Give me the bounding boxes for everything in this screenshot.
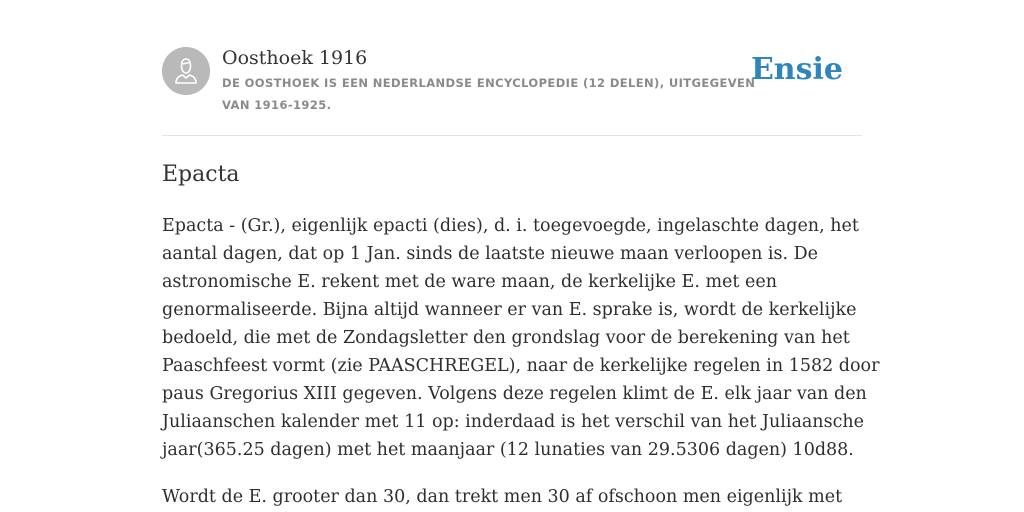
source-header — [162, 46, 862, 116]
source-title[interactable]: Oosthoek 1916 — [222, 47, 368, 69]
paragraph-line: Paaschfeest vormt (zie PAASCHREGEL), naar de kerkelijke regelen in 1582 door — [162, 356, 880, 376]
paragraph-line: aantal dagen, dat op 1 Jan. sinds de laatste nieuwe maan verloopen is. De — [162, 244, 819, 264]
paragraph-line: astronomische E. rekent met de ware maan, de kerkelijke E. met een — [162, 272, 777, 292]
user-silhouette-icon[interactable] — [162, 47, 210, 95]
paragraph-line: Juliaanschen kalender met 11 op: inderdaad is het verschil van het Juliaansche — [162, 412, 864, 432]
paragraph-line: bedoeld, die met de Zondagsletter den grondslag voor de berekening van het — [162, 328, 850, 348]
paragraph-line: jaar(365.25 dagen) met het maanjaar (12 lunaties van 29.5306 dagen) 10d88. — [162, 440, 854, 460]
paragraph-line: Wordt de E. grooter dan 30, dan trekt men 30 af ofschoon men eigenlijk met — [162, 487, 843, 507]
source-description-line: DE OOSTHOEK IS EEN NEDERLANDSE ENCYCLOPEDIE (12 DELEN), UITGEGEVEN — [222, 76, 756, 90]
avatar-svg — [162, 47, 210, 95]
article-body — [162, 212, 880, 512]
source-description-line: VAN 1916-1925. — [222, 98, 332, 112]
article-title: Epacta — [162, 162, 240, 187]
paragraph-line: genormaliseerde. Bijna altijd wanneer er van E. sprake is, wordt de kerkelijke — [162, 300, 857, 320]
ensie-logo-link[interactable]: Ensie — [750, 52, 843, 87]
source-description — [222, 72, 762, 116]
paragraph-line: Epacta - (Gr.), eigenlijk epacti (dies), d. i. toegevoegde, ingelaschte dagen, het — [162, 216, 859, 236]
article-paragraph — [162, 212, 880, 464]
header-divider — [162, 135, 862, 136]
article-paragraph — [162, 483, 862, 511]
paragraph-line: paus Gregorius XIII gegeven. Volgens deze regelen klimt de E. elk jaar van den — [162, 384, 867, 404]
